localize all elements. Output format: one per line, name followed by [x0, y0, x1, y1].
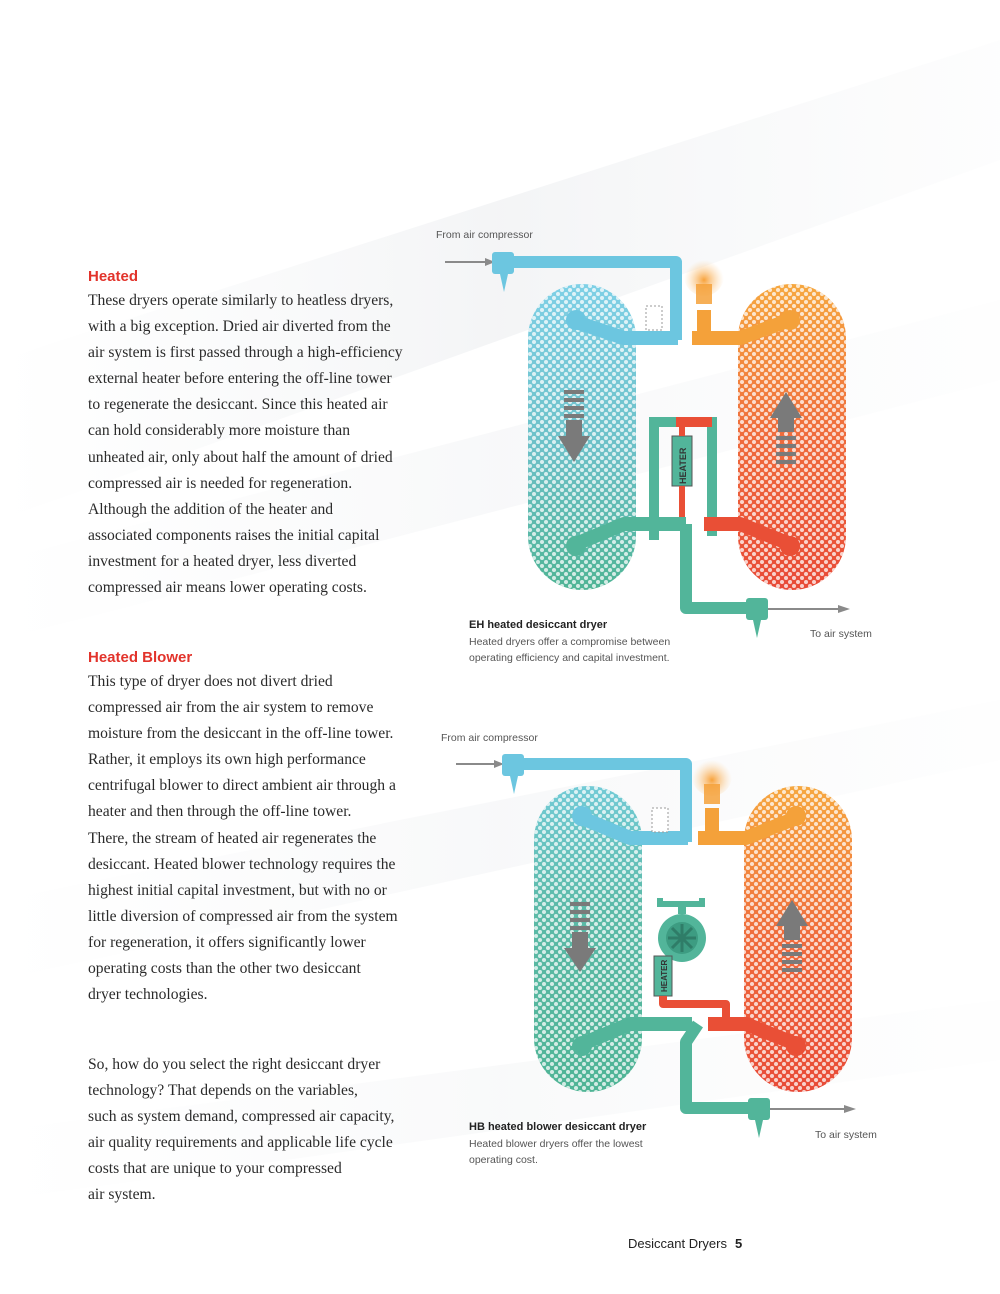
eh-diagram — [440, 240, 870, 650]
eh-caption-text — [469, 634, 699, 666]
text-line: Rather, it employs its own high performance — [88, 751, 366, 769]
heated-blower-body — [88, 669, 418, 1008]
text-line: technology? That depends on the variables, — [88, 1082, 358, 1100]
text-line: compressed air means lower operating costs. — [88, 579, 367, 597]
hb-from-label: From air compressor — [441, 732, 538, 744]
text-line: operating costs than the other two desiccant — [88, 960, 361, 978]
heated-body — [88, 288, 418, 601]
text-line: unheated air, only about half the amount of dried — [88, 448, 393, 466]
text-line: with a big exception. Dried air diverted from the — [88, 318, 391, 336]
text-line: for regeneration, it offers significantly lower — [88, 933, 366, 951]
hb-diagram — [446, 742, 876, 1142]
text-line: associated components raises the initial capital — [88, 526, 380, 544]
text-line: Heated blower dryers offer the lowest — [469, 1138, 643, 1150]
text-line: desiccant. Heated blower technology requires the — [88, 855, 396, 873]
eh-from-label: From air compressor — [436, 229, 533, 241]
text-line: There, the stream of heated air regenerates the — [88, 829, 377, 847]
text-line: highest initial capital investment, but with no or — [88, 881, 387, 899]
heated-heading: Heated — [88, 268, 139, 285]
text-line: So, how do you select the right desiccant dryer — [88, 1056, 381, 1073]
text-line: air quality requirements and applicable life cycle — [88, 1134, 393, 1152]
page-number: 5 — [734, 1236, 743, 1251]
hb-caption-title: HB heated blower desiccant dryer — [469, 1121, 647, 1133]
text-line: investment for a heated dryer, less diverted — [88, 552, 357, 570]
text-line: centrifugal blower to direct ambient air through a — [88, 777, 396, 795]
text-line: can hold considerably more moisture than — [88, 422, 350, 440]
text-line: external heater before entering the off-line tower — [88, 370, 392, 388]
text-line: compressed air is needed for regeneration. — [88, 474, 353, 492]
eh-heater-label: HEATER — [678, 447, 688, 484]
text-line: Although the addition of the heater and — [88, 500, 334, 518]
closing-paragraph — [88, 1052, 418, 1209]
text-line: to regenerate the desiccant. Since this heated air — [88, 396, 388, 414]
text-line: heater and then through the off-line tower. — [88, 803, 352, 821]
eh-caption-title: EH heated desiccant dryer — [469, 619, 608, 631]
text-line: moisture from the desiccant in the off-line tower. — [88, 725, 394, 743]
eh-to-label: To air system — [810, 628, 872, 640]
text-line: These dryers operate similarly to heatless dryers, — [88, 292, 394, 309]
hb-to-label: To air system — [815, 1129, 877, 1141]
text-line: compressed air from the air system to remove — [88, 699, 374, 717]
text-line: operating cost. — [469, 1154, 538, 1166]
text-line: Heated dryers offer a compromise between — [469, 636, 671, 648]
text-line: air system is first passed through a high-efficiency — [88, 344, 403, 362]
hb-caption-text — [469, 1136, 699, 1168]
heated-blower-section — [88, 647, 418, 1008]
footer-title: Desiccant Dryers — [628, 1236, 727, 1251]
text-line: dryer technologies. — [88, 986, 208, 1004]
footer — [628, 1236, 742, 1251]
text-line: air system. — [88, 1186, 156, 1204]
hb-outlet-pipe — [686, 1024, 752, 1108]
text-line: This type of dryer does not divert dried — [88, 673, 333, 690]
text-line: operating efficiency and capital investment. — [469, 652, 670, 664]
hb-heater-label: HEATER — [660, 959, 669, 992]
closing-body — [88, 1052, 418, 1209]
text-line: costs that are unique to your compressed — [88, 1160, 342, 1178]
text-line: such as system demand, compressed air capacity, — [88, 1108, 395, 1126]
heated-section — [88, 266, 418, 601]
text-line: little diversion of compressed air from the system — [88, 907, 398, 925]
heated-blower-heading: Heated Blower — [88, 649, 193, 666]
